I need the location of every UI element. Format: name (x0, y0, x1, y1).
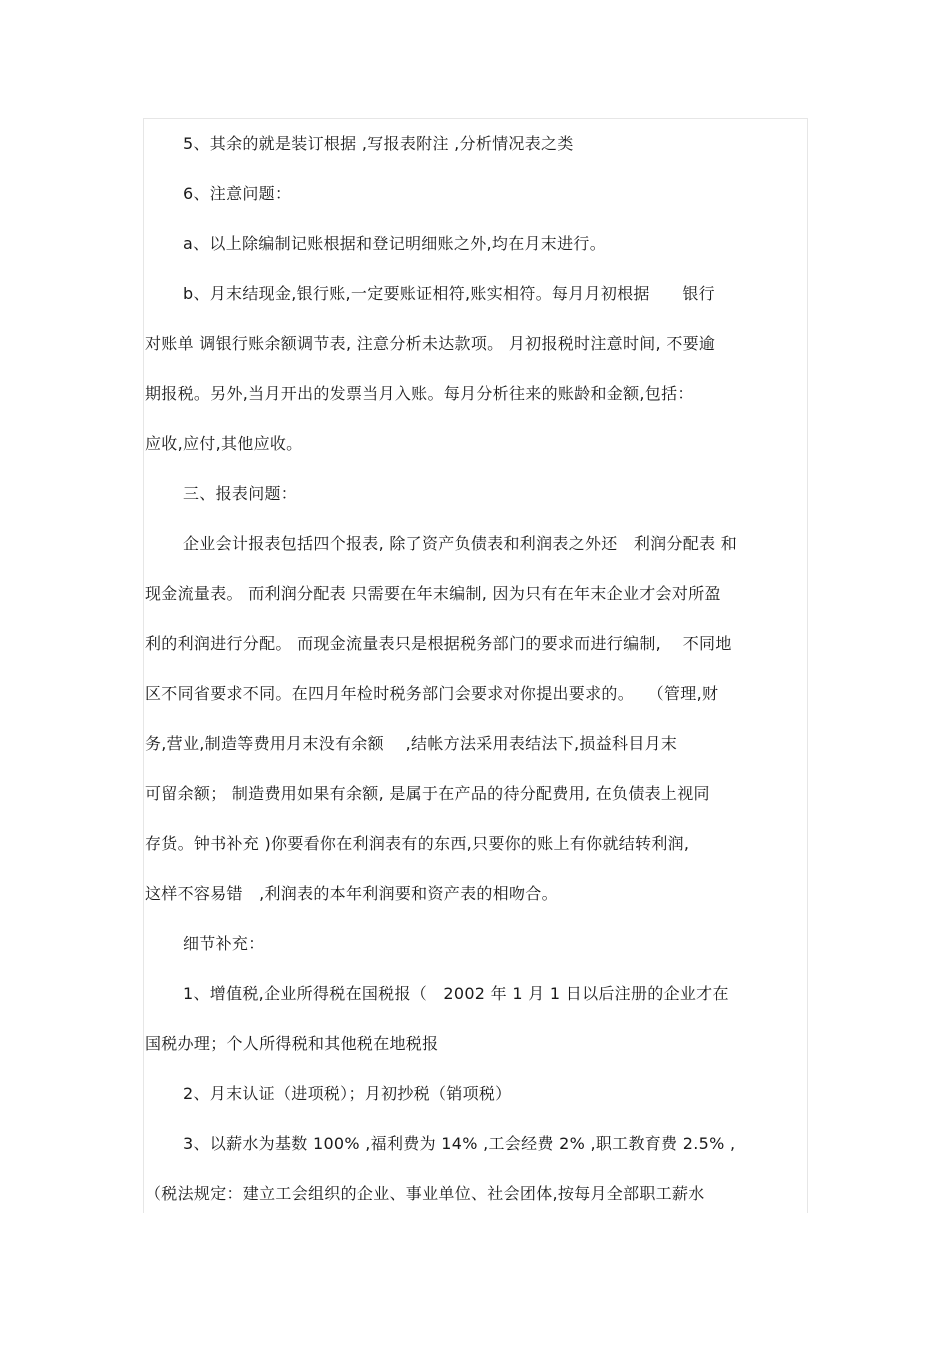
text-line: 现金流量表。 而利润分配表 只需要在年末编制, 因为只有在年末企业才会对所盈 (145, 584, 721, 603)
text-line: 国税办理；个人所得税和其他税在地税报 (145, 1034, 439, 1053)
text-line-item-1: 1、增值税,企业所得税在国税报（ 2002 年 1 月 1 日以后注册的企业才在 (183, 984, 729, 1003)
text-line: 这样不容易错 ,利润表的本年利润要和资产表的相吻合。 (145, 884, 558, 903)
text-line: 对账单 调银行账余额调节表, 注意分析未达款项。 月初报税时注意时间, 不要逾 (145, 334, 716, 353)
text-line: 应收,应付,其他应收。 (145, 434, 303, 453)
text-line-item-6: 6、注意问题： (183, 184, 292, 203)
text-line-item-5: 5、其余的就是装订根据 ,写报表附注 ,分析情况表之类 (183, 134, 574, 153)
section-heading-reports: 三、报表问题： (183, 484, 298, 503)
text-line-item-b: b、月末结现金,银行账,一定要账证相符,账实相符。每月月初根据 银行 (183, 284, 715, 303)
text-line: 区不同省要求不同。在四月年检时税务部门会要求对你提出要求的。 （管理,财 (145, 684, 719, 703)
section-heading-details: 细节补充： (183, 934, 265, 953)
text-line: 利的利润进行分配。 而现金流量表只是根据税务部门的要求而进行编制, 不同地 (145, 634, 732, 653)
text-line: 企业会计报表包括四个报表, 除了资产负债表和利润表之外还 利润分配表 和 (183, 534, 738, 553)
text-line: 期报税。另外,当月开出的发票当月入账。每月分析往来的账龄和金额,包括： (145, 384, 694, 403)
text-line: （税法规定：建立工会组织的企业、事业单位、社会团体,按每月全部职工薪水 (145, 1184, 705, 1203)
text-line: 可留余额； 制造费用如果有余额, 是属于在产品的待分配费用, 在负债表上视同 (145, 784, 710, 803)
text-line-item-2: 2、月末认证（进项税）；月初抄税（销项税） (183, 1084, 512, 1103)
text-line: 存货。钟书补充 )你要看你在利润表有的东西,只要你的账上有你就结转利润, (145, 834, 690, 853)
text-line: 务,营业,制造等费用月末没有余额 ,结帐方法采用表结法下,损益科目月末 (145, 734, 678, 753)
text-line-item-a: a、以上除编制记账根据和登记明细账之外,均在月末进行。 (183, 234, 606, 253)
text-line-item-3: 3、以薪水为基数 100% ,福利费为 14% ,工会经费 2% ,职工教育费 2.5% , (183, 1134, 736, 1153)
